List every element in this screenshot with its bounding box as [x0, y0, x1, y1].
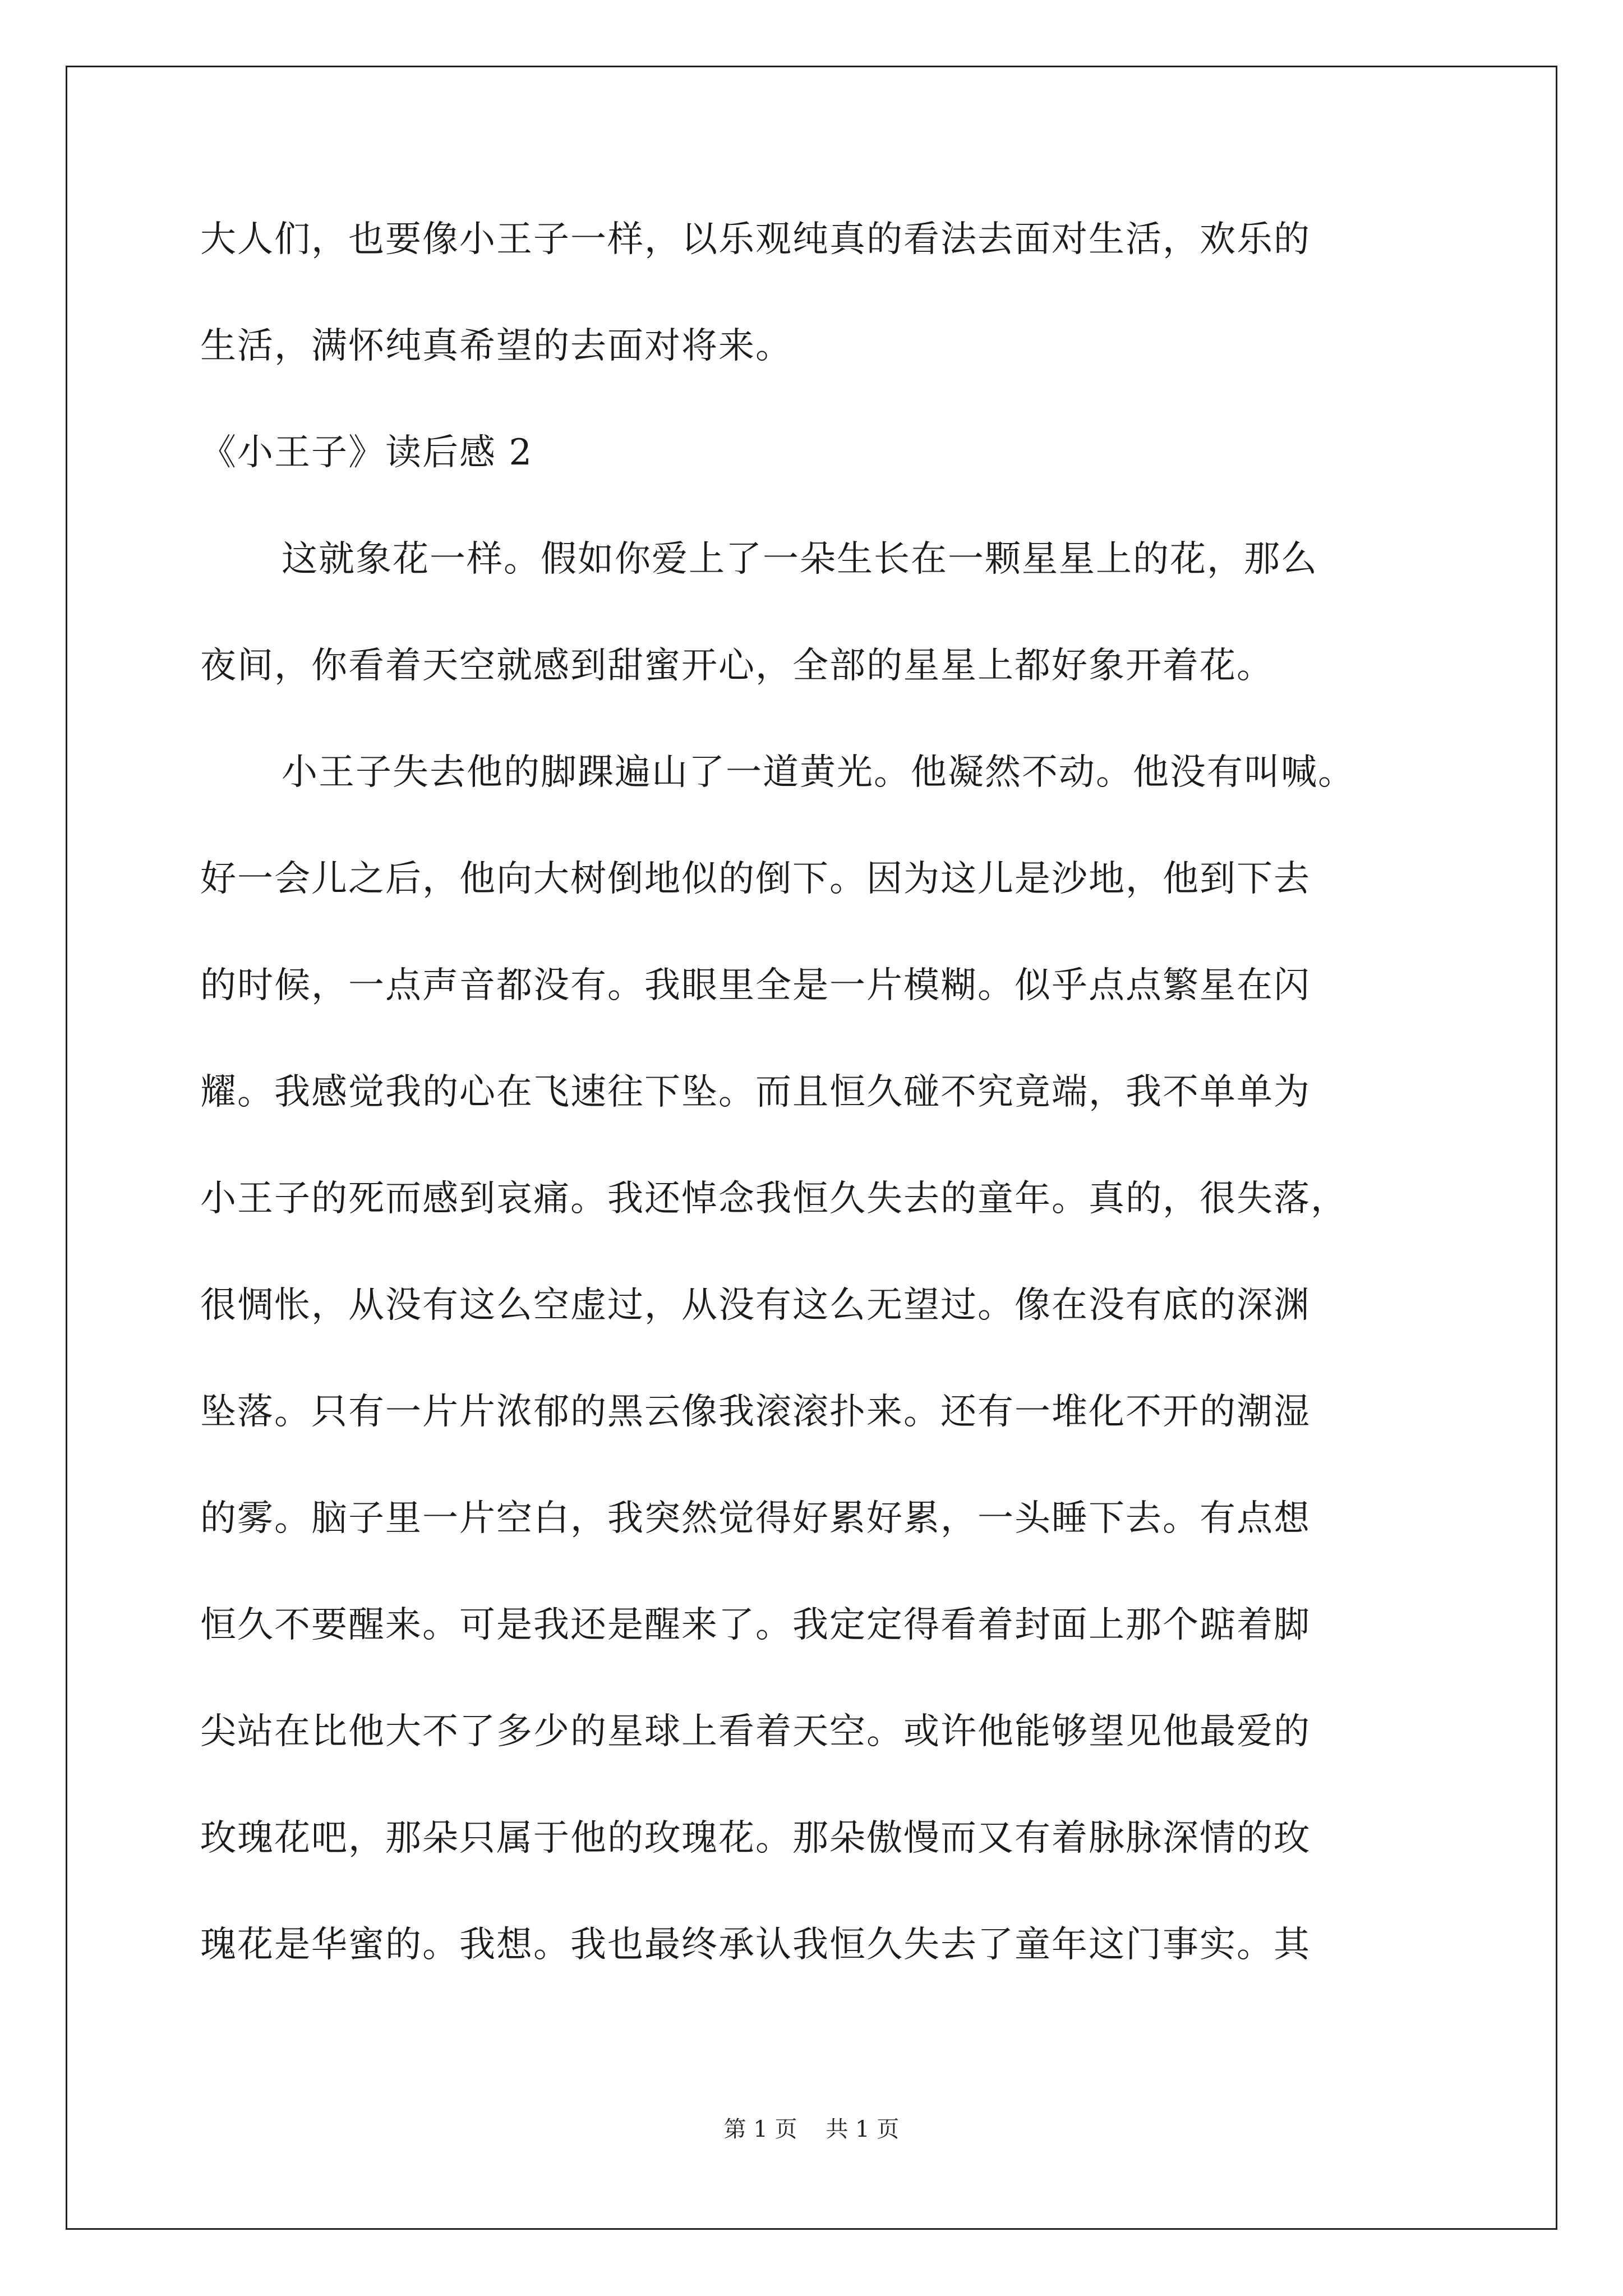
text-line: 的雾。脑子里一片空白，我突然觉得好累好累，一头睡下去。有点想: [200, 1498, 1311, 1539]
page-footer: [0, 2118, 1623, 2141]
page-total: 共 1 页: [826, 2116, 900, 2142]
text-line: 坠落。只有一片片浓郁的黑云像我滚滚扑来。还有一堆化不开的潮湿: [200, 1391, 1311, 1433]
text-line: 这就象花一样。假如你爱上了一朵生长在一颗星星上的花，那么: [282, 539, 1318, 580]
text-line: 瑰花是华蜜的。我想。我也最终承认我恒久失去了童年这门事实。其: [200, 1924, 1311, 1966]
text-line: 玫瑰花吧，那朵只属于他的玫瑰花。那朵傲慢而又有着脉脉深情的玫: [200, 1818, 1311, 1859]
text-line: 很惆怅，从没有这么空虚过，从没有这么无望过。像在没有底的深渊: [200, 1285, 1311, 1326]
text-line: 的时候，一点声音都没有。我眼里全是一片模糊。似乎点点繁星在闪: [200, 965, 1311, 1006]
text-line: 好一会儿之后，他向大树倒地似的倒下。因为这儿是沙地，他到下去: [200, 858, 1311, 900]
text-line: 小王子失去他的脚踝遍山了一道黄光。他凝然不动。他没有叫喊。: [282, 752, 1355, 793]
document-body: [200, 219, 1445, 2033]
text-line: 小王子的死而感到哀痛。我还悼念我恒久失去的童年。真的，很失落，: [200, 1178, 1348, 1220]
paragraph: [200, 752, 1445, 1966]
page-number: 第 1 页: [723, 2116, 797, 2142]
section-heading: [200, 432, 1445, 473]
text-line: 夜间，你看着天空就感到甜蜜开心，全部的星星上都好象开着花。: [200, 645, 1274, 687]
text-line: 耀。我感觉我的心在飞速往下坠。而且恒久碰不究竟端，我不单单为: [200, 1071, 1311, 1113]
paragraph: [200, 539, 1445, 687]
text-line: 恒久不要醒来。可是我还是醒来了。我定定得看着封面上那个踮着脚: [200, 1604, 1311, 1646]
paragraph: [200, 219, 1445, 367]
text-line: 生活，满怀纯真希望的去面对将来。: [200, 325, 792, 367]
text-line: 尖站在比他大不了多少的星球上看着天空。或许他能够望见他最爱的: [200, 1711, 1311, 1752]
text-line: 大人们，也要像小王子一样，以乐观纯真的看法去面对生活，欢乐的: [200, 219, 1311, 260]
heading-text: 《小王子》读后感 2: [200, 432, 533, 473]
